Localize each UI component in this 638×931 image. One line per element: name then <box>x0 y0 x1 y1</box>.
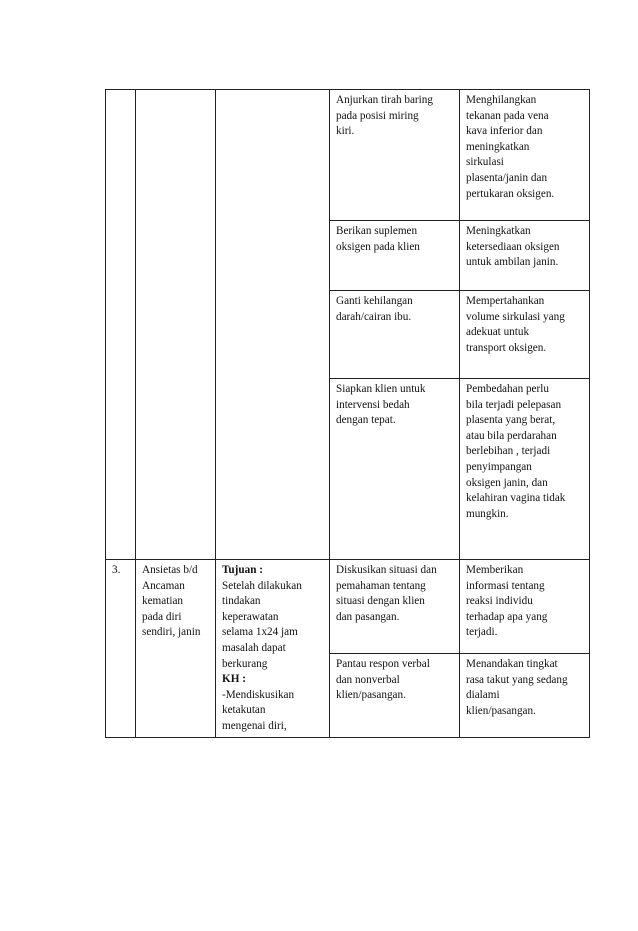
rationale-cell: Memberikan informasi tentang reaksi individu terhadap apa yang terjadi. <box>460 560 590 654</box>
diagnosis-cell <box>136 90 216 560</box>
intervention-cell: Anjurkan tirah baring pada posisi miring kiri. <box>330 90 460 221</box>
intervention-cell: Siapkan klien untuk intervensi bedah dengan tepat. <box>330 379 460 560</box>
diagnosis-cell: Ansietas b/d Ancaman kematian pada diri sendiri, janin <box>136 560 216 738</box>
number-cell <box>106 90 136 560</box>
table-row <box>106 560 590 654</box>
goal-cell <box>216 560 330 738</box>
goal-cell <box>216 90 330 560</box>
rationale-cell: Mempertahankan volume sirkulasi yang adekuat untuk transport oksigen. <box>460 291 590 379</box>
intervention-cell: Ganti kehilangan darah/cairan ibu. <box>330 291 460 379</box>
rationale-cell: Menghilangkan tekanan pada vena kava inferior dan meningkatkan sirkulasi plasenta/janin dan pertukaran oksigen. <box>460 90 590 221</box>
rationale-cell: Meningkatkan ketersediaan oksigen untuk ambilan janin. <box>460 221 590 291</box>
rationale-cell: Pembedahan perlu bila terjadi pelepasan plasenta yang berat, atau bila perdarahan berlebihan , terjadi penyimpangan oksigen janin, dan kelahiran vagina tidak mungkin. <box>460 379 590 560</box>
table-row <box>106 90 590 221</box>
kh-text: -Mendiskusikan ketakutan mengenai diri, <box>222 688 295 732</box>
goal-text: Setelah dilakukan tindakan keperawatan selama 1x24 jam masalah dapat berkurang <box>222 579 302 670</box>
number-cell: 3. <box>106 560 136 738</box>
nursing-care-plan-table <box>105 89 590 738</box>
kh-label: KH : <box>222 673 246 686</box>
intervention-cell: Berikan suplemen oksigen pada klien <box>330 221 460 291</box>
goal-title: Tujuan : <box>222 564 263 576</box>
rationale-cell: Menandakan tingkat rasa takut yang sedang dialami klien/pasangan. <box>460 654 590 738</box>
intervention-cell: Diskusikan situasi dan pemahaman tentang situasi dengan klien dan pasangan. <box>330 560 460 654</box>
intervention-cell: Pantau respon verbal dan nonverbal klien/pasangan. <box>330 654 460 738</box>
